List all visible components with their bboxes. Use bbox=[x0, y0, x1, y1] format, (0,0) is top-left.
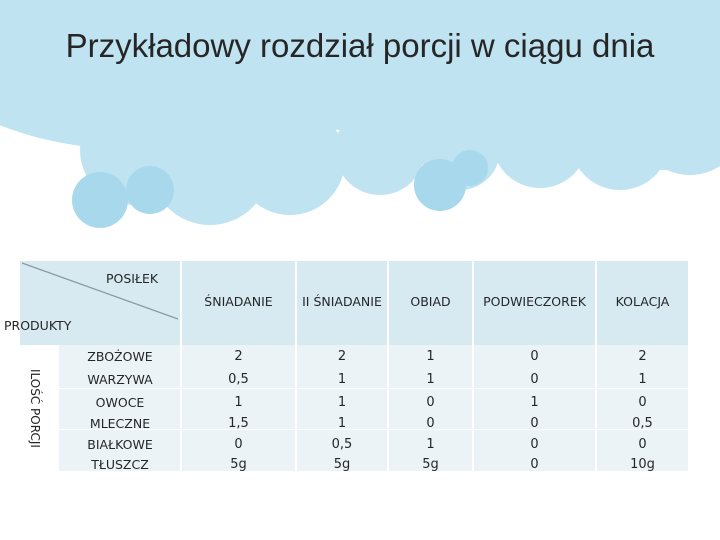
table-cell: 0 bbox=[638, 395, 647, 410]
column-header: II ŚNIADANIE bbox=[302, 294, 382, 309]
table-cell: 0 bbox=[530, 416, 539, 431]
product-label: WARZYWA bbox=[87, 372, 153, 387]
slide-title: Przykładowy rozdział porcji w ciągu dnia bbox=[65, 27, 655, 64]
table-cell: 5g bbox=[230, 457, 247, 472]
product-label: BIAŁKOWE bbox=[87, 437, 153, 452]
column-header: ŚNIADANIE bbox=[204, 294, 273, 309]
product-label: TŁUSZCZ bbox=[91, 457, 149, 472]
column-header: OBIAD bbox=[410, 294, 451, 309]
column-header: PODWIECZOREK bbox=[483, 294, 586, 309]
product-label: ZBOŻOWE bbox=[87, 349, 153, 364]
table-cell: 1,5 bbox=[228, 416, 249, 431]
table-cell: 1 bbox=[638, 372, 647, 387]
table-cell: 2 bbox=[337, 349, 347, 364]
table-cell: 0 bbox=[426, 416, 435, 431]
table-cell: 0 bbox=[530, 437, 539, 452]
table-cell: 1 bbox=[337, 372, 347, 387]
table-cell: 1 bbox=[337, 416, 347, 431]
table-cell: 0 bbox=[530, 372, 539, 387]
product-label: OWOCE bbox=[95, 395, 145, 410]
table-cell: 5g bbox=[333, 457, 351, 472]
corner-label-products: PRODUKTY bbox=[4, 318, 72, 333]
table-cell: 0 bbox=[234, 437, 243, 452]
table-cell: 0 bbox=[530, 457, 539, 472]
table-cell: 0,5 bbox=[632, 416, 653, 431]
table-cell: 5g bbox=[422, 457, 439, 472]
table-cell: 1 bbox=[530, 395, 539, 410]
portions-table bbox=[4, 261, 688, 472]
table-cell: 0 bbox=[426, 395, 435, 410]
table-cell: 0,5 bbox=[228, 372, 249, 387]
product-label: MLECZNE bbox=[89, 416, 151, 431]
table-cell: 1 bbox=[234, 395, 243, 410]
table-cell: 0,5 bbox=[331, 437, 353, 452]
side-label: ILOŚĆ PORCJI bbox=[28, 368, 42, 448]
table-cell: 1 bbox=[426, 372, 435, 387]
table-cell: 1 bbox=[426, 437, 435, 452]
corner-label-meal: POSIŁEK bbox=[106, 271, 159, 286]
table-cell: 2 bbox=[638, 349, 647, 364]
table-cell: 10g bbox=[630, 457, 655, 472]
table-cell: 0 bbox=[530, 349, 539, 364]
table-cell: 1 bbox=[426, 349, 435, 364]
column-header: KOLACJA bbox=[615, 294, 670, 309]
table-cell: 2 bbox=[234, 349, 243, 364]
table-cell: 0 bbox=[638, 437, 647, 452]
table-cell: 1 bbox=[337, 395, 347, 410]
